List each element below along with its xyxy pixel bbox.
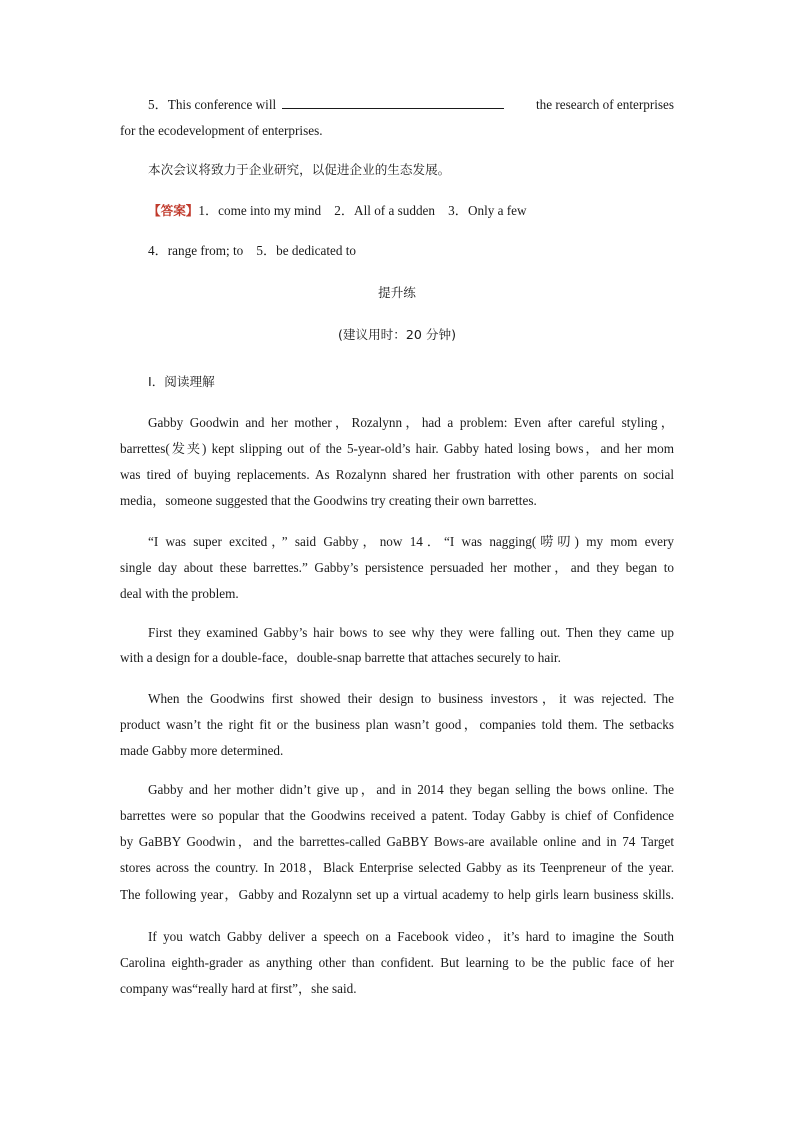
passage-line: Gabby Goodwin and her mother，Rozalynn，had a problem: Even after careful styling， — [148, 415, 674, 430]
passage-line: If you watch Gabby deliver a speech on a Facebook video，it’s hard to imagine the South — [148, 929, 674, 944]
passage-line: stores across the country. In 2018，Black Enterprise selected Gabby as its Teenpreneur of the year. — [120, 860, 674, 875]
passage-line: single day about these barrettes.” Gabby’s persistence persuaded her mother，and they began to — [120, 560, 674, 575]
passage-line: When the Goodwins first showed their design to business investors，it was rejected. The — [148, 691, 674, 706]
passage-line: The following year，Gabby and Rozalynn set up a virtual academy to help girls learn business skills. — [120, 887, 674, 902]
answer-blank — [282, 96, 504, 109]
passage-line: by GaBBY Goodwin，and the barrettes-called GaBBY Bows-are available online and in 74 Target — [120, 834, 674, 849]
passage-line: with a design for a double-face，double-snap barrette that attaches securely to hair. — [120, 650, 561, 665]
passage-line: Gabby and her mother didn’t give up，and in 2014 they began selling the bows online. The — [148, 782, 674, 797]
exercise-5-prefix: 5．This conference will — [148, 97, 277, 112]
passage-line: “I was super excited，” said Gabby，now 14．“I was nagging(唠叨) my mom every — [148, 534, 674, 549]
passage-line: Carolina eighth-grader as anything other than confident. But learning to be the public face of her — [120, 955, 674, 970]
passage-line: made Gabby more determined. — [120, 743, 284, 758]
passage-line: barrettes(发夹) kept slipping out of the 5-year-old’s hair. Gabby hated losing bows，and her mom — [120, 441, 674, 456]
passage-line: First they examined Gabby’s hair bows to see why they were falling out. Then they came up — [148, 625, 674, 640]
passage-line: barrettes were so popular that the Goodwins received a patent. Today Gabby is chief of Confidence — [120, 808, 674, 823]
answer-text-1: 1．come into my mind 2．All of a sudden 3．Only a few — [198, 203, 527, 218]
exercise-5-suffix: the research of enterprises — [535, 97, 674, 112]
answer-line-1 — [148, 202, 702, 220]
section-title: 提升练 — [378, 285, 416, 300]
passage-line: media，someone suggested that the Goodwins try creating their own barrettes. — [120, 493, 537, 508]
time-hint: (建议用时：20 分钟) — [337, 327, 456, 342]
exercise-5-line2: for the ecodevelopment of enterprises. — [120, 123, 323, 138]
part-heading: Ⅰ．阅读理解 — [148, 374, 215, 389]
passage-line: product wasn’t the right fit or the business plan wasn’t good，companies told them. The setbacks — [120, 717, 674, 732]
exercise-5-sentence — [148, 96, 674, 114]
answer-tag: 【答案】 — [148, 203, 199, 218]
exercise-5-translation: 本次会议将致力于企业研究，以促进企业的生态发展。 — [148, 162, 451, 177]
passage-line: company was“really hard at first”，she said. — [120, 981, 357, 996]
passage-line: deal with the problem. — [120, 586, 239, 601]
passage-line: was tired of buying replacements. As Rozalynn shared her frustration with other parents on social — [120, 467, 674, 482]
answer-line-2: 4．range from; to 5．be dedicated to — [148, 243, 357, 258]
